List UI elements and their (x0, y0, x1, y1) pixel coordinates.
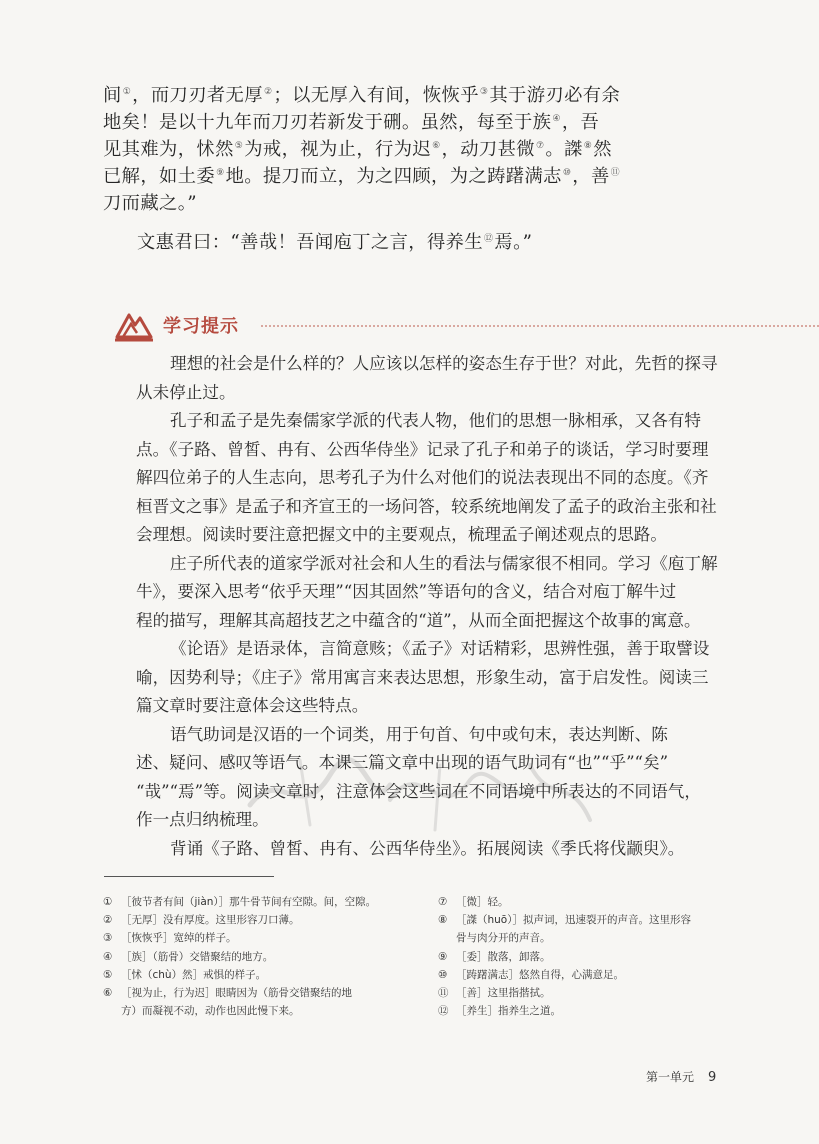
footnote-item (103, 929, 423, 947)
section-header (115, 305, 735, 345)
classical-line (103, 163, 621, 190)
footnote-text: ［视为止，行为迟］眼睛因为（筋骨交错聚结的地 (121, 987, 352, 1000)
brush-calligraphy-watermark (240, 745, 600, 835)
footnote-ref[interactable]: ② (263, 86, 273, 97)
text-run: ，吾 (561, 112, 600, 133)
footnote-number: ⑨ (438, 950, 448, 963)
tip-line: 述、疑问、感叹等语气。本课三篇文章中出现的语气助词有“也”“乎”“矣” (136, 753, 669, 772)
footnote-item (438, 984, 738, 1002)
footnote-ref[interactable]: ③ (479, 86, 489, 97)
tip-line: 《论语》是语录体，言简意赅；《孟子》对话精彩，思辨性强，善于取譬设 (170, 639, 710, 658)
tip-line: 解四位弟子的人生志向，思考孔子为什么对他们的说法表现出不同的态度。《齐 (136, 468, 709, 487)
section-title: 学习提示 (163, 316, 239, 337)
classical-line (103, 136, 612, 163)
footnote-number: ⑩ (438, 968, 448, 981)
tip-line: 会理想。阅读时要注意把握文中的主要观点，梳理孟子阐述观点的思路。 (136, 525, 667, 544)
footnote-ref[interactable]: ⑫ (484, 233, 494, 244)
footnote-number: ⑦ (438, 896, 448, 908)
text-run: 为戒，视为止，行为迟 (244, 139, 432, 160)
tip-line: 庄子所代表的道家学派对社会和人生的看法与儒家很不相同。学习《庖丁解 (170, 553, 718, 573)
footnote-text: ［无厚］没有厚度。这里形容刀口薄。 (121, 914, 300, 927)
text-run: 其于游刃必有余 (489, 85, 621, 106)
text-run: ，善 (572, 166, 610, 187)
footnote-item (103, 893, 423, 911)
footnote-item (438, 966, 738, 984)
footnote-ref[interactable]: ① (122, 86, 132, 97)
classical-line (103, 109, 600, 136)
footnote-number: ⑫ (438, 1005, 449, 1018)
text-run: 刀而藏之。” (103, 193, 198, 214)
text-run: 焉。” (494, 232, 533, 253)
footnote-number: ⑧ (438, 914, 448, 927)
unit-label: 第一单元 (646, 1070, 695, 1084)
footnote-item (103, 948, 423, 966)
tip-line: “哉”“焉”等。阅读文章时，注意体会这些词在不同语境中所表达的不同语气， (136, 781, 701, 801)
tip-line: 桓晋文之事》是孟子和齐宣王的一场问答，较系统地阐发了孟子的政治主张和社 (136, 496, 717, 516)
text-run: 地。提刀而立，为之四顾，为之踌躇满志 (225, 166, 562, 187)
text-run: 地矣！是以十九年而刀刃若新发于硎。虽然，每至于族 (103, 112, 552, 133)
text-run: ；以无厚入有间，恢恢乎 (273, 85, 479, 106)
footnote-text: ［微］轻。 (456, 896, 509, 908)
footnotes-left (103, 893, 423, 1020)
footnote-ref[interactable]: ⑤ (234, 140, 244, 151)
text-run: 然 (593, 139, 612, 160)
footnote-item (438, 911, 738, 929)
footnote-continuation: 方）而凝视不动，动作也因此慢下来。 (121, 1005, 300, 1018)
tip-line: 作一点归纳梳理。 (136, 810, 269, 829)
footnote-ref[interactable]: ④ (552, 113, 561, 124)
tip-line: 语气助词是汉语的一个词类，用于句首、句中或句末，表达判断、陈 (170, 724, 668, 744)
footnote-ref[interactable]: ⑧ (583, 140, 593, 151)
page-footer (646, 1068, 716, 1085)
footnote-text: ［恢恢乎］宽绰的样子。 (121, 932, 237, 945)
text-run: 。謋 (545, 139, 583, 160)
text-run: 间 (103, 85, 122, 106)
tip-line: 点。《子路、曾皙、冉有、公西华侍坐》记录了孔子和弟子的谈话，学习时要理 (136, 439, 709, 459)
footnote-rule (104, 876, 274, 877)
classical-line (103, 190, 583, 217)
footnote-number: ⑤ (103, 968, 113, 981)
footnote-item (103, 984, 423, 1002)
text-run: ，而刀刃者无厚 (132, 85, 263, 106)
page-number: 9 (708, 1070, 717, 1085)
classical-closing-line (103, 229, 583, 256)
text-run: 已解，如土委 (103, 166, 216, 187)
footnote-ref[interactable]: ⑩ (562, 167, 572, 178)
footnote-text: ［謋（huō）］拟声词，迅速裂开的声音。这里形容 (456, 914, 691, 927)
footnote-text: ［委］散落，卸落。 (456, 950, 551, 963)
footnote-ref[interactable]: ⑦ (535, 140, 545, 151)
classical-text (103, 82, 621, 256)
footnote-number: ⑪ (438, 987, 449, 1000)
dotted-divider (261, 325, 819, 327)
footnote-number: ③ (103, 932, 113, 945)
tip-line: 从未停止过。 (136, 382, 236, 402)
footnote-item (438, 893, 738, 911)
footnote-number: ② (103, 914, 113, 927)
tip-line: 篇文章时要注意体会这些特点。 (136, 696, 369, 715)
footnote-ref[interactable]: ⑨ (216, 167, 225, 178)
footnote-item (103, 911, 423, 929)
text-run: 文惠君曰：“善哉！吾闻庖丁之言，得养生 (137, 232, 484, 253)
footnote-text: ［族］（筋骨）交错聚结的地方。 (121, 950, 274, 963)
tip-line: 牛》，要深入思考“依乎天理”“因其固然”等语句的含义，结合对庖丁解牛过 (136, 582, 677, 601)
footnote-number: ⑥ (103, 987, 113, 1000)
tip-line: 孔子和孟子是先秦儒家学派的代表人物，他们的思想一脉相承，又各有特 (170, 411, 701, 430)
footnote-ref[interactable]: ⑪ (610, 167, 621, 178)
tip-line: 理想的社会是什么样的？人应该以怎样的姿态生存于世？对此，先哲的探寻 (170, 354, 718, 373)
footnote-text: ［怵（chù）然］戒惧的样子。 (121, 968, 267, 981)
footnote-ref[interactable]: ⑥ (432, 140, 441, 151)
tip-line: 背诵《子路、曾皙、冉有、公西华侍坐》。拓展阅读《季氏将伐颛臾》。 (170, 838, 685, 858)
footnote-number: ④ (103, 950, 113, 963)
footnote-text: ［养生］指养生之道。 (456, 1005, 561, 1018)
tip-line: 喻，因势利导；《庄子》常用寓言来表达思想，形象生动，富于启发性。阅读三 (136, 667, 709, 687)
footnote-continuation: 骨与肉分开的声音。 (456, 932, 551, 945)
tip-line: 程的描写，理解其高超技艺之中蕴含的“道”，从而全面把握这个故事的寓意。 (136, 610, 701, 630)
footnote-text: ［踌躇满志］悠然自得，心满意足。 (456, 968, 624, 981)
footnote-text: ［彼节者有间（jiàn）］那牛骨节间有空隙。间，空隙。 (121, 896, 377, 908)
text-run: 见其难为，怵然 (103, 139, 234, 160)
mountain-logo-icon (115, 307, 153, 343)
classical-line (103, 82, 621, 109)
footnote-item (438, 1002, 738, 1020)
footnote-text: ［善］这里指揩拭。 (456, 987, 551, 1000)
text-run: ，动刀甚微 (441, 139, 535, 160)
footnote-item (438, 948, 738, 966)
footnote-number: ① (103, 896, 113, 908)
footnote-item (103, 966, 423, 984)
footnotes-right (438, 893, 738, 1020)
